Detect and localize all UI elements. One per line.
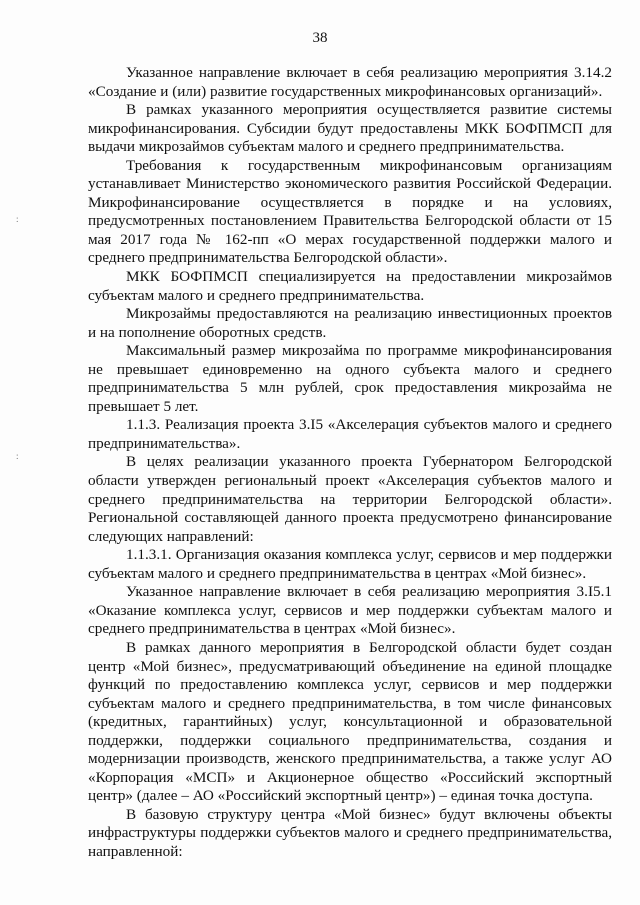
paragraph: Максимальный размер микрозайма по программе микрофинансирования не превышает единовременно на одного субъекта малого и среднего предпринимательства 5 млн рублей, срок предоставления микрозайма не превышает 5 лет. <box>88 342 612 415</box>
paragraph: Указанное направление включает в себя реализацию мероприятия 3.I5.1 «Оказание комплекса услуг, сервисов и мер поддержки субъектам малого и среднего предпринимательства в центрах «Мой бизнес». <box>88 583 612 638</box>
margin-mark: : <box>16 451 19 461</box>
section-heading: 1.1.3. Реализация проекта 3.I5 «Акселерация субъектов малого и среднего предпринимательства». <box>88 416 612 452</box>
paragraph: Требования к государственным микрофинансовым организациям устанавливает Министерство экономического развития Российской Федерации. Микрофинансирование осуществляется в порядке и на условиях, предусмотренных постановлением Правительства Белгородской области от 15 мая 2017 года № 162-пп «О мерах государственной поддержки малого и среднего предпринимательства Белгородской области». <box>88 156 612 267</box>
paragraph: Указанное направление включает в себя реализацию мероприятия 3.14.2 «Создание и (или) развитие государственных микрофинансовых организаций». <box>88 64 612 100</box>
paragraph: Микрозаймы предоставляются на реализацию инвестиционных проектов и на пополнение оборотных средств. <box>88 305 612 341</box>
paragraph: МКК БОФПМСП специализируется на предоставлении микрозаймов субъектам малого и среднего предпринимательства. <box>88 268 612 304</box>
document-body <box>88 64 612 862</box>
paragraph: В базовую структуру центра «Мой бизнес» будут включены объекты инфраструктуры поддержки субъектов малого и среднего предпринимательства, направленной: <box>88 805 612 860</box>
paragraph: В рамках указанного мероприятия осуществляется развитие системы микрофинансирования. Субсидии будут предоставлены МКК БОФПМСП для выдачи микрозаймов субъектам малого и среднего предпринимательства. <box>88 101 612 156</box>
margin-mark: : <box>16 214 19 224</box>
page-number: 38 <box>312 30 328 46</box>
paragraph: В рамках данного мероприятия в Белгородской области будет создан центр «Мой бизнес», предусматривающий объединение на единой площадке функций по предоставлению комплекса услуг, сервисов и мер поддержки субъектам малого и среднего предпринимательства, в том числе финансовых (кредитных, гарантийных) услуг, консультационной и образовательной поддержки, поддержки социального предпринимательства, создания и модернизации производств, женского предпринимательства, а также услуг АО «Корпорация «МСП» и Акционерное общество «Российский экспортный центр» (далее – АО «Российский экспортный центр») – единая точка доступа. <box>88 638 612 805</box>
paragraph: В целях реализации указанного проекта Губернатором Белгородской области утвержден региональный проект «Акселерация субъектов малого и среднего предпринимательства на территории Белгородской области». Региональной составляющей данного проекта предусмотрено финансирование следующих направлений: <box>88 453 612 545</box>
subsection-heading: 1.1.3.1. Организация оказания комплекса услуг, сервисов и мер поддержки субъектам малого и среднего предпринимательства в центрах «Мой бизнес». <box>88 546 612 582</box>
